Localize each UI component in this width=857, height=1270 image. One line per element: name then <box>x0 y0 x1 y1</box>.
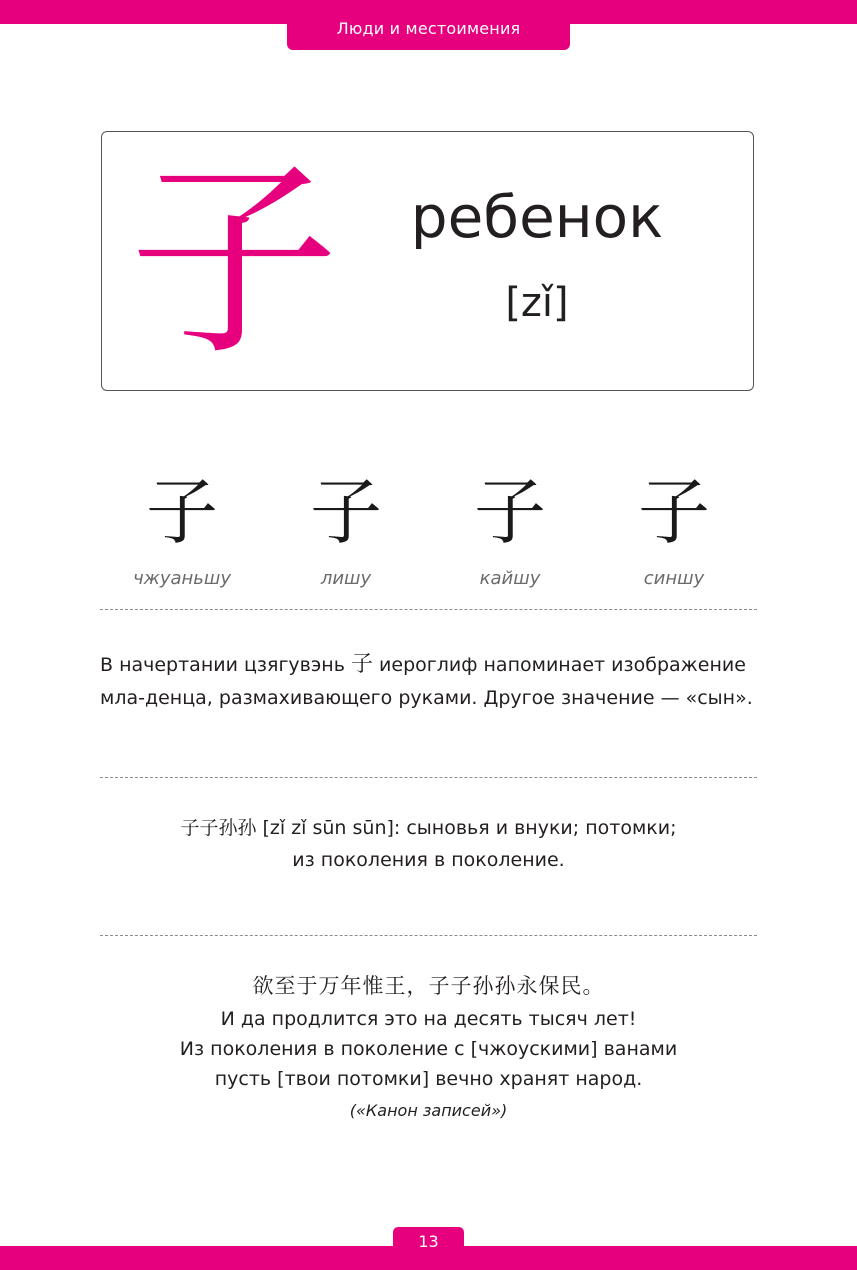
jiaguwen-glyph: 子 <box>350 652 373 677</box>
script-style-zhuanshu <box>100 462 264 589</box>
script-name: синшу <box>643 568 705 589</box>
script-style-xingshu <box>592 462 756 589</box>
script-name: чжуаньшу <box>132 568 232 589</box>
script-glyph: 子 <box>637 470 710 554</box>
description-text-before: В начертании цзягувэнь <box>100 654 345 676</box>
quote-chinese: 欲至于万年惟王，子子孙孙永保民。 <box>252 974 605 998</box>
description-paragraph <box>100 648 760 715</box>
script-name: кайшу <box>479 568 541 589</box>
hero-character: 子 <box>128 139 339 384</box>
script-glyph: 子 <box>309 470 382 554</box>
script-style-kaishu <box>428 462 592 589</box>
script-styles <box>100 462 757 602</box>
idiom-line: 子子孙孙 [zǐ zǐ sūn sūn]: сыновья и внуки; потомки; <box>180 817 677 839</box>
hero-translation: ребенок <box>410 183 664 251</box>
idiom-line: из поколения в поколение. <box>292 849 565 871</box>
dashed-divider <box>100 609 757 610</box>
description-text-after: иероглиф напоминает изображение мла-денца, размахивающего руками. Другое значение — «сын». <box>100 654 753 709</box>
dashed-divider <box>100 935 757 936</box>
hero-pinyin: [zǐ] <box>505 280 569 326</box>
hero-card <box>101 131 754 391</box>
script-glyph: 子 <box>145 470 218 554</box>
quote-line: пусть [твои потомки] вечно хранят народ. <box>214 1068 643 1090</box>
script-name: лишу <box>320 568 372 589</box>
section-title: Люди и местоимения <box>287 8 570 50</box>
idiom-block <box>100 812 757 876</box>
script-glyph: 子 <box>473 470 546 554</box>
page-number: 13 <box>393 1227 464 1257</box>
quote-block <box>100 968 757 1124</box>
quote-line: И да продлится это на десять тысяч лет! <box>220 1008 637 1030</box>
quote-source: («Канон записей») <box>349 1101 508 1120</box>
script-style-lishu <box>264 462 428 589</box>
dashed-divider <box>100 777 757 778</box>
quote-line: Из поколения в поколение с [чжоускими] ванами <box>179 1038 678 1060</box>
